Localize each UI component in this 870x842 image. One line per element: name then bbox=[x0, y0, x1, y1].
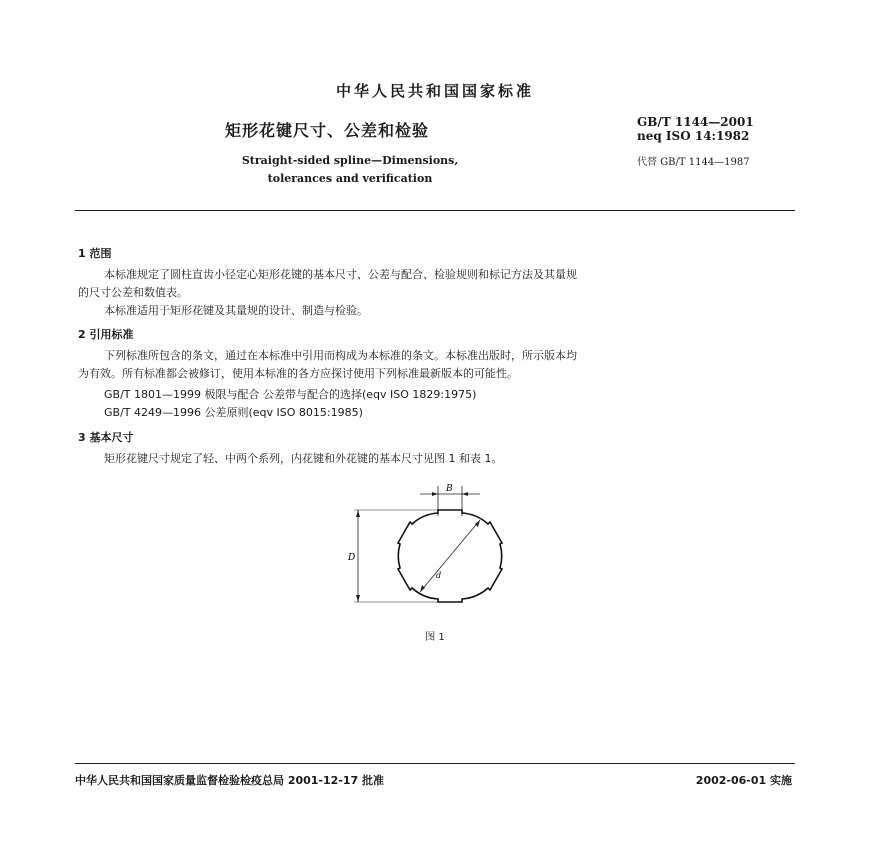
footer-divider bbox=[75, 763, 795, 764]
dimension-label-b: B bbox=[446, 484, 453, 494]
section-3-para: 矩形花键尺寸规定了轻、中两个系列，内花键和外花键的基本尺寸见图 1 和表 1。 bbox=[104, 452, 503, 465]
section-1-para1-line2: 的尺寸公差和数值表。 bbox=[78, 286, 188, 299]
section-3-heading: 3 基本尺寸 bbox=[78, 431, 134, 444]
standard-code-line1: GB/T 1144—2001 bbox=[637, 115, 754, 129]
reference-item: GB/T 1801—1999 极限与配合 公差带与配合的选择(eqv ISO 1829:1975) bbox=[104, 388, 477, 401]
dimension-label-minor-diameter: d bbox=[436, 571, 442, 580]
document-title-en bbox=[200, 152, 500, 188]
title-en-line2: tolerances and verification bbox=[267, 172, 433, 185]
replaces-note: 代替 GB/T 1144—1987 bbox=[637, 157, 750, 168]
section-1-para1-line1: 本标准规定了圆柱直齿小径定心矩形花键的基本尺寸、公差与配合、检验规则和标记方法及其量规 bbox=[104, 268, 577, 281]
figure-caption: 图 1 bbox=[425, 632, 445, 643]
country-standard-title: 中华人民共和国国家标准 bbox=[335, 82, 534, 100]
spline-cross-section-figure bbox=[340, 480, 540, 620]
section-1-para2: 本标准适用于矩形花键及其量规的设计、制造与检验。 bbox=[104, 304, 368, 317]
section-2-para-line1: 下列标准所包含的条文，通过在本标准中引用而构成为本标准的条文。本标准出版时，所示版本均 bbox=[104, 349, 577, 362]
header-divider bbox=[75, 210, 795, 211]
section-2-para-line2: 为有效。所有标准都会被修订，使用本标准的各方应探讨使用下列标准最新版本的可能性。 bbox=[78, 367, 518, 380]
standard-code bbox=[637, 115, 754, 143]
section-1-heading: 1 范围 bbox=[78, 247, 112, 260]
effective-date: 2002-06-01 实施 bbox=[695, 774, 792, 787]
approval-statement: 中华人民共和国国家质量监督检验检疫总局 2001-12-17 批准 bbox=[75, 774, 385, 787]
document-title-cn: 矩形花键尺寸、公差和检验 bbox=[225, 121, 430, 140]
standard-code-line2: neq ISO 14:1982 bbox=[637, 129, 750, 143]
reference-item: GB/T 4249—1996 公差原则(eqv ISO 8015:1985) bbox=[104, 406, 363, 419]
section-2-heading: 2 引用标准 bbox=[78, 328, 134, 341]
title-en-line1: Straight-sided spline—Dimensions, bbox=[241, 154, 459, 167]
dimension-label-major-diameter: D bbox=[348, 553, 356, 563]
